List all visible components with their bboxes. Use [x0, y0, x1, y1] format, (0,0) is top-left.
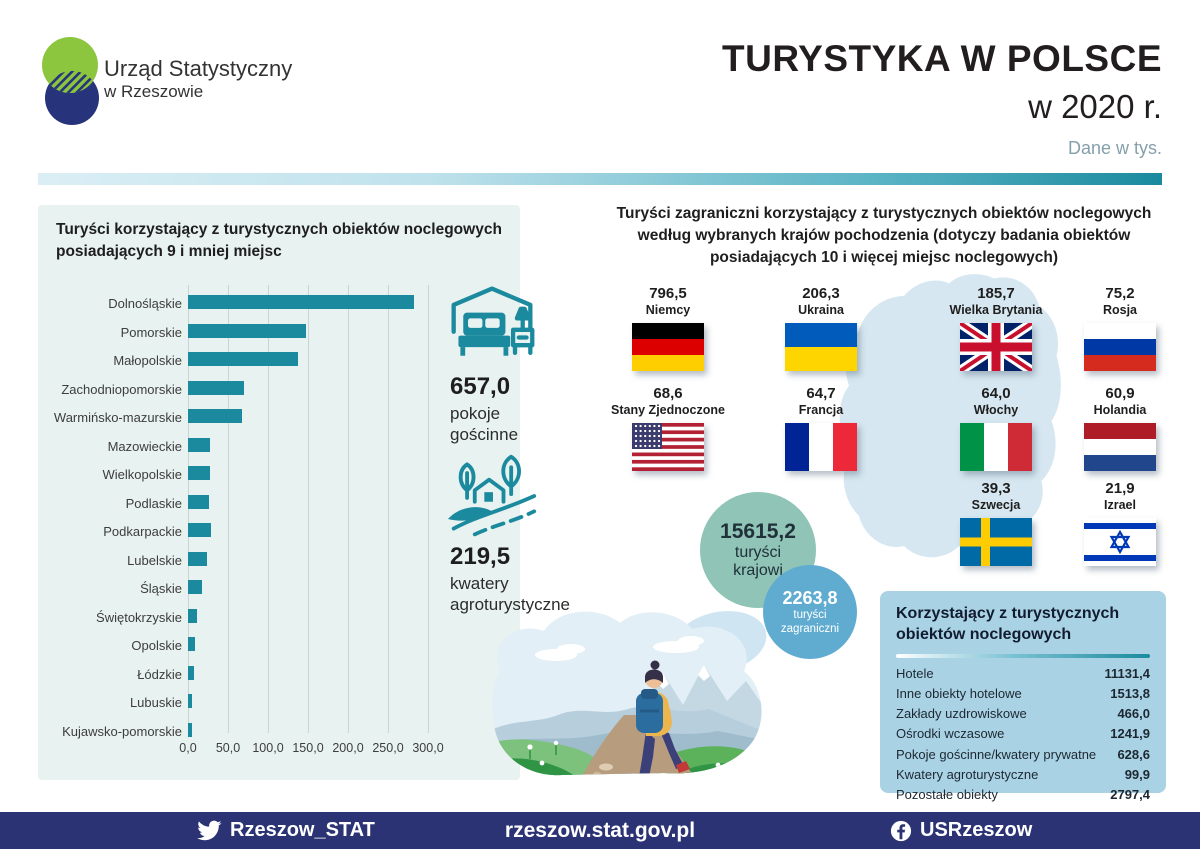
- bar-row: [38, 460, 508, 489]
- foreign-tourists-circle: [763, 565, 857, 659]
- foreign-tourists-title: Turyści zagraniczni korzystający z turystycznych obiektów noclegowych według wybranych krajów pochodzenia (dotyczy badania obiektów posiadających 10 i więcej miejsc noclegowych): [616, 205, 1152, 266]
- table-row-label: Pozostałe obiekty: [896, 786, 998, 802]
- flag-ru-icon: [1084, 323, 1156, 371]
- country-value: 39,3: [981, 480, 1011, 497]
- facebook-icon: [890, 820, 912, 842]
- country-value: 60,9: [1105, 385, 1135, 402]
- domestic-tourists-label: turyści krajowi: [733, 543, 783, 579]
- country-name: Szwecja: [971, 498, 1021, 512]
- twitter-link[interactable]: [196, 812, 375, 849]
- voivodeship-label: Podkarpackie: [103, 524, 182, 539]
- bar-row: [38, 489, 508, 518]
- accommodation-table: [880, 591, 1166, 802]
- bar-wielkopolskie: [188, 466, 210, 480]
- table-row-value: 1241,9: [1110, 726, 1150, 742]
- bar-kujawsko-pomorskie: [188, 723, 192, 737]
- bar-row: [38, 631, 508, 660]
- flag-ua-icon: [785, 323, 857, 371]
- bar-row: [38, 373, 511, 404]
- flag-us-icon: [632, 423, 704, 471]
- country-name: Włochy: [973, 403, 1019, 417]
- bar-mazowieckie: [188, 438, 210, 452]
- accommodation-table-title: Korzystający z turystycznych obiektów noclegowych: [896, 605, 1120, 643]
- bar-row: [38, 546, 508, 575]
- bar-row: [38, 517, 508, 546]
- country-value: 64,7: [806, 385, 836, 402]
- x-axis-tick: 50,0: [215, 741, 241, 755]
- foreign-tourists-value: 2263,8: [782, 587, 838, 608]
- country-name: Stany Zjednoczone: [611, 403, 725, 417]
- website-url-text[interactable]: rzeszow.stat.gov.pl: [504, 818, 696, 842]
- bar-świętokrzyskie: [188, 609, 197, 623]
- voivodeship-label: Śląskie: [140, 581, 182, 596]
- country-value: 185,7: [977, 285, 1015, 302]
- country-name: Rosja: [1102, 303, 1138, 317]
- flag-il-icon: [1084, 518, 1156, 566]
- twitter-icon: [196, 820, 222, 842]
- table-row: [896, 785, 1150, 805]
- bar-warmińsko-mazurskie: [188, 409, 242, 423]
- bar-row: [38, 660, 508, 689]
- country-value: 68,6: [653, 385, 683, 402]
- table-row-label: Pokoje gościnne/kwatery prywatne: [896, 746, 1097, 762]
- country-value: 206,3: [802, 285, 840, 302]
- agrotourism-label: kwatery agroturystyczne: [450, 574, 570, 615]
- flag-de-icon: [632, 323, 704, 371]
- table-row-value: 99,9: [1124, 766, 1150, 782]
- country-name: Holandia: [1093, 403, 1147, 417]
- logo-org-city: w Rzeszowie: [104, 82, 204, 101]
- bar-opolskie: [188, 637, 195, 651]
- facebook-handle-text[interactable]: USRzeszow: [920, 819, 1033, 841]
- country-value: 21,9: [1105, 480, 1135, 497]
- country-card-ua: [746, 285, 896, 376]
- voivodeship-label: Podlaskie: [125, 495, 182, 511]
- country-card-ru: [1045, 285, 1195, 376]
- bar-łódzkie: [188, 666, 194, 680]
- table-divider: [896, 654, 1150, 658]
- voivodeship-label: Dolnośląskie: [108, 296, 182, 311]
- country-name: Izrael: [1104, 498, 1136, 512]
- logo-org-name: Urząd Statystyczny: [104, 56, 293, 81]
- country-name: Francja: [798, 403, 844, 417]
- bar-chart-title: Turyści korzystający z turystycznych obiektów noclegowych posiadających 9 i mniej miejsc: [56, 221, 502, 261]
- country-card-fr: [746, 385, 896, 476]
- voivodeship-label: Lubelskie: [127, 552, 182, 568]
- bar-podkarpackie: [188, 523, 211, 537]
- country-card-de: [593, 285, 743, 376]
- guest-rooms-label: pokoje gościnne: [450, 404, 519, 445]
- country-name: Wielka Brytania: [949, 303, 1043, 317]
- voivodeship-label: Wielkopolskie: [102, 467, 182, 482]
- voivodeship-label: Łódzkie: [137, 666, 182, 682]
- flag-fr-icon: [785, 423, 857, 471]
- flag-se-icon: [960, 518, 1032, 566]
- bar-podlaskie: [188, 495, 209, 509]
- domestic-small-lodging-panel: [38, 205, 570, 780]
- voivodeship-label: Mazowieckie: [107, 438, 182, 454]
- flag-nl-icon: [1084, 423, 1156, 471]
- voivodeship-label: Opolskie: [131, 638, 182, 653]
- bar-dolnośląskie: [188, 295, 414, 309]
- country-value: 64,0: [981, 385, 1011, 402]
- country-card-us: [593, 385, 743, 476]
- country-name: Ukraina: [798, 303, 844, 317]
- flag-gb-icon: [960, 323, 1032, 371]
- guest-rooms-icon: [446, 283, 538, 369]
- table-row: [896, 705, 1150, 725]
- bar-śląskie: [188, 580, 202, 594]
- voivodeship-label: Warmińsko-mazurskie: [53, 410, 182, 425]
- table-row-label: Kwatery agroturystyczne: [896, 766, 1039, 782]
- bar-lubelskie: [188, 552, 207, 566]
- facebook-link[interactable]: [890, 812, 1032, 849]
- voivodeship-label: Świętokrzyskie: [96, 609, 182, 625]
- table-row-value: 466,0: [1117, 706, 1150, 722]
- voivodeship-label: Zachodniopomorskie: [61, 381, 182, 397]
- hiker-landscape-illustration: [478, 597, 778, 792]
- guest-rooms-value: 657,0: [450, 373, 511, 400]
- x-axis-tick: 0,0: [179, 741, 197, 755]
- table-row-label: Zakłady uzdrowiskowe: [896, 706, 1027, 722]
- bar-row: [38, 688, 508, 717]
- statistical-office-logo: [38, 36, 108, 128]
- twitter-handle-text[interactable]: Rzeszow_STAT: [230, 819, 375, 841]
- voivodeship-label: Pomorskie: [120, 324, 182, 340]
- bar-zachodniopomorskie: [188, 381, 244, 395]
- table-row-value: 628,6: [1117, 746, 1150, 762]
- agrotourism-value: 219,5: [450, 543, 511, 570]
- table-row: [896, 665, 1150, 685]
- table-row-value: 2797,4: [1110, 786, 1150, 802]
- bar-row: [38, 432, 508, 461]
- bar-row: [38, 403, 508, 432]
- bar-małopolskie: [188, 352, 298, 366]
- flag-it-icon: [960, 423, 1032, 471]
- voivodeship-label: Małopolskie: [113, 353, 182, 368]
- country-value: 796,5: [649, 285, 687, 302]
- table-row-value: 11131,4: [1104, 666, 1150, 682]
- x-axis-tick: 150,0: [292, 741, 324, 755]
- footer-bar: [0, 812, 1200, 849]
- table-row-value: 1513,8: [1110, 686, 1150, 702]
- table-row: [896, 765, 1150, 785]
- header-divider: [38, 173, 1162, 185]
- bar-row: [38, 717, 508, 746]
- foreign-tourists-label: turyści zagraniczni: [780, 608, 840, 635]
- bar-row: [38, 574, 508, 603]
- table-row-label: Ośrodki wczasowe: [896, 726, 1005, 742]
- country-name: Niemcy: [645, 303, 691, 317]
- bar-pomorskie: [188, 324, 306, 338]
- country-card-nl: [1045, 385, 1195, 476]
- table-row: [896, 745, 1150, 765]
- domestic-tourists-value: 15615,2: [720, 519, 796, 543]
- x-axis-tick: 100,0: [252, 741, 284, 755]
- x-axis-tick: 250,0: [372, 741, 404, 755]
- agrotourism-icon: [446, 453, 538, 539]
- table-row-label: Hotele: [896, 666, 934, 682]
- x-axis-tick: 300,0: [412, 741, 444, 755]
- x-axis-tick: 200,0: [332, 741, 364, 755]
- table-row: [896, 685, 1150, 705]
- bar-lubuskie: [188, 694, 192, 708]
- country-card-il: [1045, 480, 1195, 571]
- table-row: [896, 725, 1150, 745]
- voivodeship-label: Kujawsko-pomorskie: [62, 723, 182, 739]
- units-note: Dane w tys.: [1067, 138, 1162, 158]
- bar-row: [38, 318, 508, 347]
- bar-row: [38, 603, 508, 632]
- table-row-label: Inne obiekty hotelowe: [896, 686, 1022, 702]
- bar-row: [38, 289, 508, 318]
- bar-row: [38, 346, 508, 375]
- country-value: 75,2: [1105, 285, 1135, 302]
- voivodeship-label: Lubuskie: [129, 695, 182, 710]
- page-title: TURYSTYKA W POLSCE: [722, 38, 1162, 79]
- page-subtitle: w 2020 r.: [1028, 88, 1162, 125]
